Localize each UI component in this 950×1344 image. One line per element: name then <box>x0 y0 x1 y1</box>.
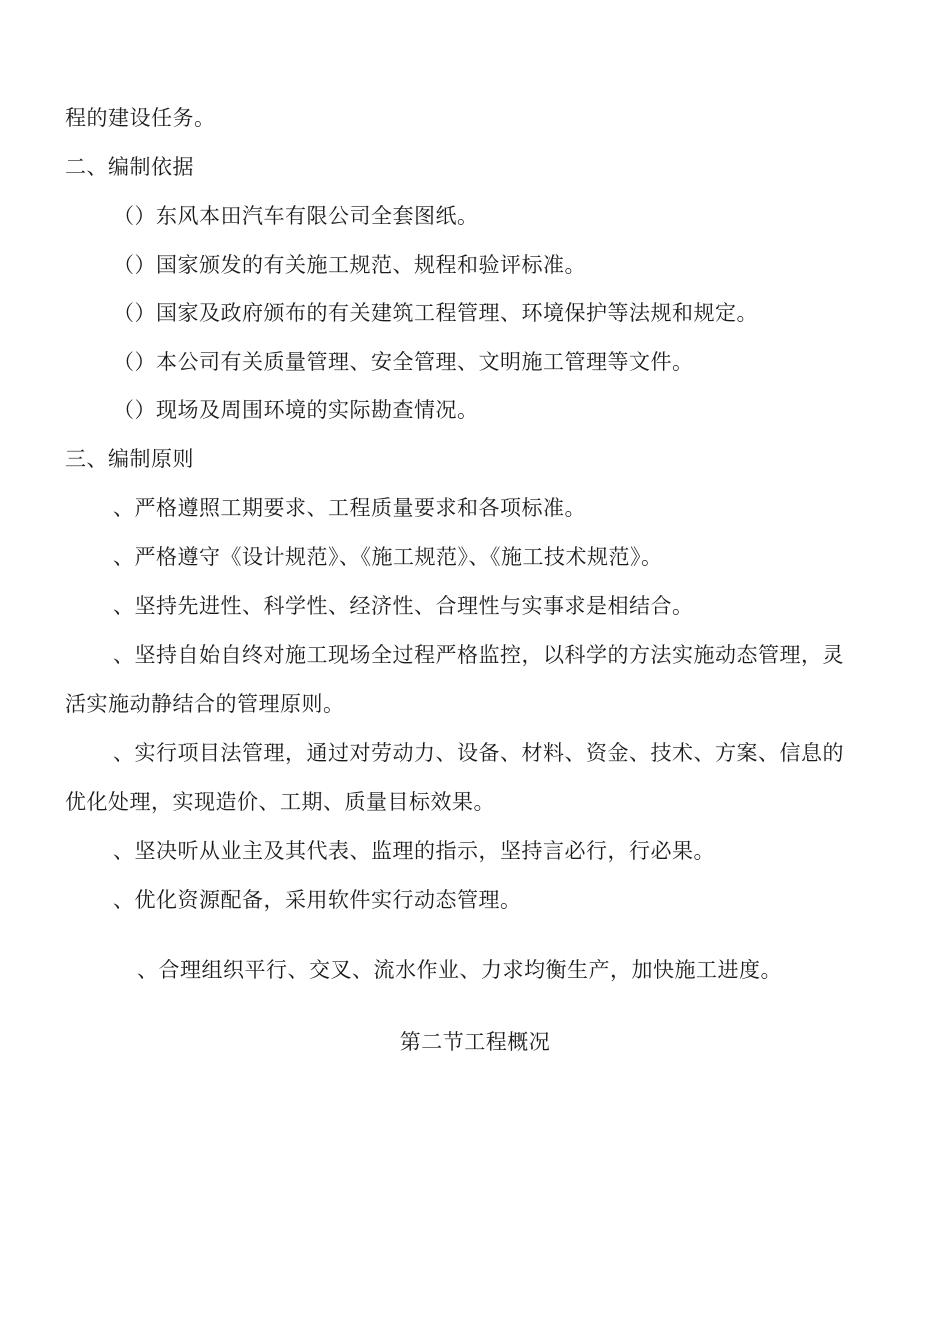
basis-item: （）本公司有关质量管理、安全管理、文明施工管理等文件。 <box>113 350 694 374</box>
principle-item: 、严格遵照工期要求、工程质量要求和各项标准。 <box>113 496 586 520</box>
principle-item: 、坚持先进性、科学性、经济性、合理性与实事求是相结合。 <box>113 594 694 618</box>
principle-item-continued: 活实施动静结合的管理原则。 <box>65 692 345 716</box>
principle-item: 、坚持自始自终对施工现场全过程严格监控，以科学的方法实施动态管理，灵 <box>113 643 844 667</box>
principle-item: 、合理组织平行、交叉、流水作业、力求均衡生产，加快施工进度。 <box>137 958 782 982</box>
principle-item: 、坚决听从业主及其代表、监理的指示，坚持言必行，行必果。 <box>113 839 715 863</box>
principle-item: 、优化资源配备，采用软件实行动态管理。 <box>113 888 522 912</box>
basis-item: （）现场及周围环境的实际勘查情况。 <box>113 398 479 422</box>
basis-item: （）东风本田汽车有限公司全套图纸。 <box>113 204 479 228</box>
principle-item: 、实行项目法管理，通过对劳动力、设备、材料、资金、技术、方案、信息的 <box>113 741 844 765</box>
principle-item-continued: 优化处理，实现造价、工期、质量目标效果。 <box>65 790 495 814</box>
next-section-title: 第二节工程概况 <box>399 1030 551 1054</box>
section-heading-principles: 三、编制原则 <box>65 447 194 471</box>
basis-item: （）国家颁发的有关施工规范、规程和验评标准。 <box>113 253 586 277</box>
continuation-text: 程的建设任务。 <box>65 106 216 130</box>
basis-item: （）国家及政府颁布的有关建筑工程管理、环境保护等法规和规定。 <box>113 301 758 325</box>
principle-item: 、严格遵守《设计规范》、《施工规范》、《施工技术规范》。 <box>113 545 663 569</box>
section-heading-basis: 二、编制依据 <box>65 155 194 179</box>
